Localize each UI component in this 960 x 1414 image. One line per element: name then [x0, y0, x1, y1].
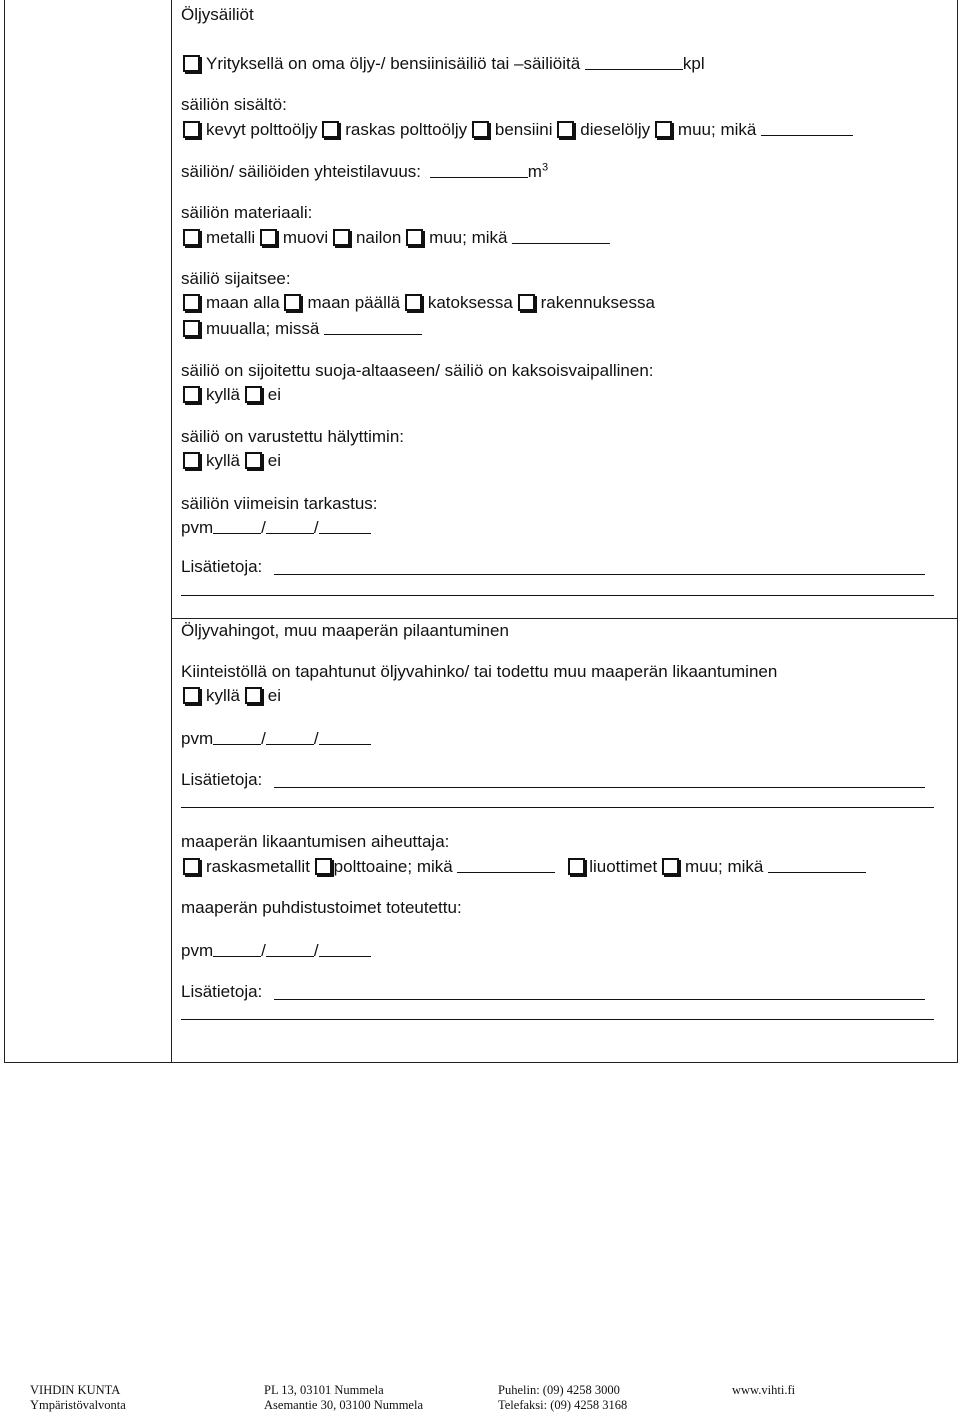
alarm-row: [183, 451, 281, 471]
section-heading-contamination: Öljyvahingot, muu maaperän pilaantuminen: [181, 621, 509, 640]
fuel-type-field[interactable]: [457, 856, 555, 873]
option-label: maan päällä: [307, 293, 401, 312]
date-separator: /: [261, 518, 266, 537]
tank-count-unit: kpl: [682, 54, 705, 73]
cleanup-date-row: [181, 940, 371, 961]
contents-label: säiliön sisältö:: [181, 95, 287, 114]
option-label: polttoaine; mikä: [333, 857, 453, 876]
option-label: kyllä: [206, 451, 241, 470]
option-label: ei: [267, 686, 281, 705]
footer-phone: Puhelin: (09) 4258 3000: [498, 1383, 620, 1397]
date-label: pvm: [181, 518, 214, 537]
checkbox-above-ground[interactable]: [284, 294, 301, 311]
volume-field[interactable]: [430, 161, 528, 178]
checkbox-protection-yes[interactable]: [183, 386, 200, 403]
location-other-row: [183, 318, 422, 339]
cause-other-field[interactable]: [768, 856, 866, 873]
footer-website[interactable]: www.vihti.fi: [732, 1383, 796, 1397]
material-label: säiliön materiaali:: [181, 203, 313, 222]
option-label: metalli: [206, 228, 256, 247]
option-label: muovi: [282, 228, 329, 247]
option-label: ei: [267, 385, 281, 404]
date-separator: /: [313, 941, 319, 960]
checkbox-alarm-no[interactable]: [245, 452, 262, 469]
alarm-label: säiliö on varustettu hälyttimin:: [181, 427, 404, 446]
option-label: muu; mikä: [684, 857, 764, 876]
occurred-extra-info-label: Lisätietoja:: [181, 770, 263, 789]
tank-count-field[interactable]: [585, 53, 683, 70]
date-separator: /: [313, 729, 319, 748]
inspection-month-field[interactable]: [266, 517, 314, 534]
own-tank-checkbox[interactable]: [183, 55, 200, 72]
footer-street-address: Asemantie 30, 03100 Nummela: [264, 1398, 423, 1412]
date-label: pvm: [181, 941, 214, 960]
option-label: maan alla: [206, 293, 280, 312]
checkbox-metal[interactable]: [183, 229, 200, 246]
checkbox-solvents[interactable]: [568, 858, 585, 875]
option-label: dieselöljy: [580, 120, 651, 139]
footer-dept: Ympäristövalvonta: [30, 1398, 126, 1412]
option-label: kyllä: [206, 385, 241, 404]
checkbox-occurred-no[interactable]: [245, 687, 262, 704]
occurred-date-row: [181, 728, 371, 749]
option-label: katoksessa: [427, 293, 513, 312]
checkbox-fuel[interactable]: [315, 858, 332, 875]
checkbox-heavy-fuel-oil[interactable]: [322, 121, 339, 138]
checkbox-material-other[interactable]: [406, 229, 423, 246]
own-tank-label: Yrityksellä on oma öljy-/ bensiinisäiliö tai –säiliöitä: [206, 54, 581, 73]
cleanup-month-field[interactable]: [266, 940, 314, 957]
checkbox-in-building[interactable]: [518, 294, 535, 311]
volume-unit: m: [527, 162, 542, 181]
section-divider: [171, 618, 958, 619]
location-row: [183, 293, 655, 313]
inspection-day-field[interactable]: [213, 517, 261, 534]
checkbox-protection-no[interactable]: [245, 386, 262, 403]
option-label: nailon: [355, 228, 402, 247]
occurred-day-field[interactable]: [213, 728, 261, 745]
checkbox-light-fuel-oil[interactable]: [183, 121, 200, 138]
location-label: säiliö sijaitsee:: [181, 269, 291, 288]
inspection-year-field[interactable]: [319, 517, 371, 534]
cleanup-extra-info-line-1[interactable]: [274, 999, 925, 1000]
occurred-month-field[interactable]: [266, 728, 314, 745]
column-divider: [171, 0, 172, 1063]
option-label: muu; mikä: [429, 228, 508, 247]
cleanup-year-field[interactable]: [319, 940, 371, 957]
date-separator: /: [313, 518, 319, 537]
option-label: kevyt polttoöljy: [206, 120, 318, 139]
option-label: bensiini: [494, 120, 553, 139]
option-label: raskasmetallit: [206, 857, 310, 876]
inspection-date-row: [181, 517, 371, 538]
cleanup-extra-info-line-2[interactable]: [181, 1019, 934, 1020]
checkbox-under-shelter[interactable]: [405, 294, 422, 311]
volume-label: säiliön/ säiliöiden yhteistilavuus:: [181, 162, 422, 181]
cleanup-day-field[interactable]: [213, 940, 261, 957]
option-label: kyllä: [206, 686, 241, 705]
occurred-row: [183, 686, 281, 706]
cause-row: [183, 856, 866, 877]
date-label: pvm: [181, 729, 214, 748]
checkbox-contents-other[interactable]: [655, 121, 672, 138]
option-label: muu; mikä: [677, 120, 757, 139]
protection-row: [183, 385, 281, 405]
volume-row: [181, 161, 548, 182]
tank-extra-info-line-1[interactable]: [274, 574, 925, 575]
date-separator: /: [261, 941, 266, 960]
date-separator: /: [261, 729, 266, 748]
checkbox-underground[interactable]: [183, 294, 200, 311]
occurred-extra-info-line-2[interactable]: [181, 807, 934, 808]
cause-label: maaperän likaantumisen aiheuttaja:: [181, 832, 450, 851]
occurred-extra-info-line-1[interactable]: [274, 787, 925, 788]
checkbox-nylon[interactable]: [333, 229, 350, 246]
inspection-label: säiliön viimeisin tarkastus:: [181, 494, 378, 513]
protection-label: säiliö on sijoitettu suoja-altaaseen/ säiliö on kaksoisvaipallinen:: [181, 361, 654, 380]
footer-org: VIHDIN KUNTA: [30, 1383, 121, 1397]
checkbox-petrol[interactable]: [472, 121, 489, 138]
checkbox-diesel[interactable]: [557, 121, 574, 138]
cleanup-label: maaperän puhdistustoimet toteutettu:: [181, 898, 462, 917]
form-frame: [4, 0, 958, 1063]
footer-postal-address: PL 13, 03101 Nummela: [264, 1383, 384, 1397]
contents-row: [183, 119, 853, 140]
option-label: ei: [267, 451, 281, 470]
footer-fax: Telefaksi: (09) 4258 3168: [498, 1398, 628, 1412]
option-label: liuottimet: [589, 857, 658, 876]
tank-extra-info-label: Lisätietoja:: [181, 557, 263, 576]
material-row: [183, 227, 610, 248]
checkbox-heavy-metals[interactable]: [183, 858, 200, 875]
option-label: rakennuksessa: [540, 293, 655, 312]
option-label: raskas polttoöljy: [345, 120, 468, 139]
occurred-year-field[interactable]: [319, 728, 371, 745]
checkbox-alarm-yes[interactable]: [183, 452, 200, 469]
checkbox-cause-other[interactable]: [662, 858, 679, 875]
own-tank-row: [183, 53, 705, 74]
location-other-field[interactable]: [324, 318, 422, 335]
option-label: muualla; missä: [206, 319, 320, 338]
volume-unit-exponent: 3: [541, 161, 549, 174]
cleanup-extra-info-label: Lisätietoja:: [181, 982, 263, 1001]
checkbox-plastic[interactable]: [260, 229, 277, 246]
section-heading-oil-tanks: Öljysäiliöt: [181, 5, 254, 24]
contents-other-field[interactable]: [761, 119, 853, 136]
occurred-label: Kiinteistöllä on tapahtunut öljyvahinko/ tai todettu muu maaperän likaantuminen: [181, 662, 778, 681]
tank-extra-info-line-2[interactable]: [181, 595, 934, 596]
checkbox-occurred-yes[interactable]: [183, 687, 200, 704]
checkbox-location-other[interactable]: [183, 320, 200, 337]
material-other-field[interactable]: [512, 227, 610, 244]
